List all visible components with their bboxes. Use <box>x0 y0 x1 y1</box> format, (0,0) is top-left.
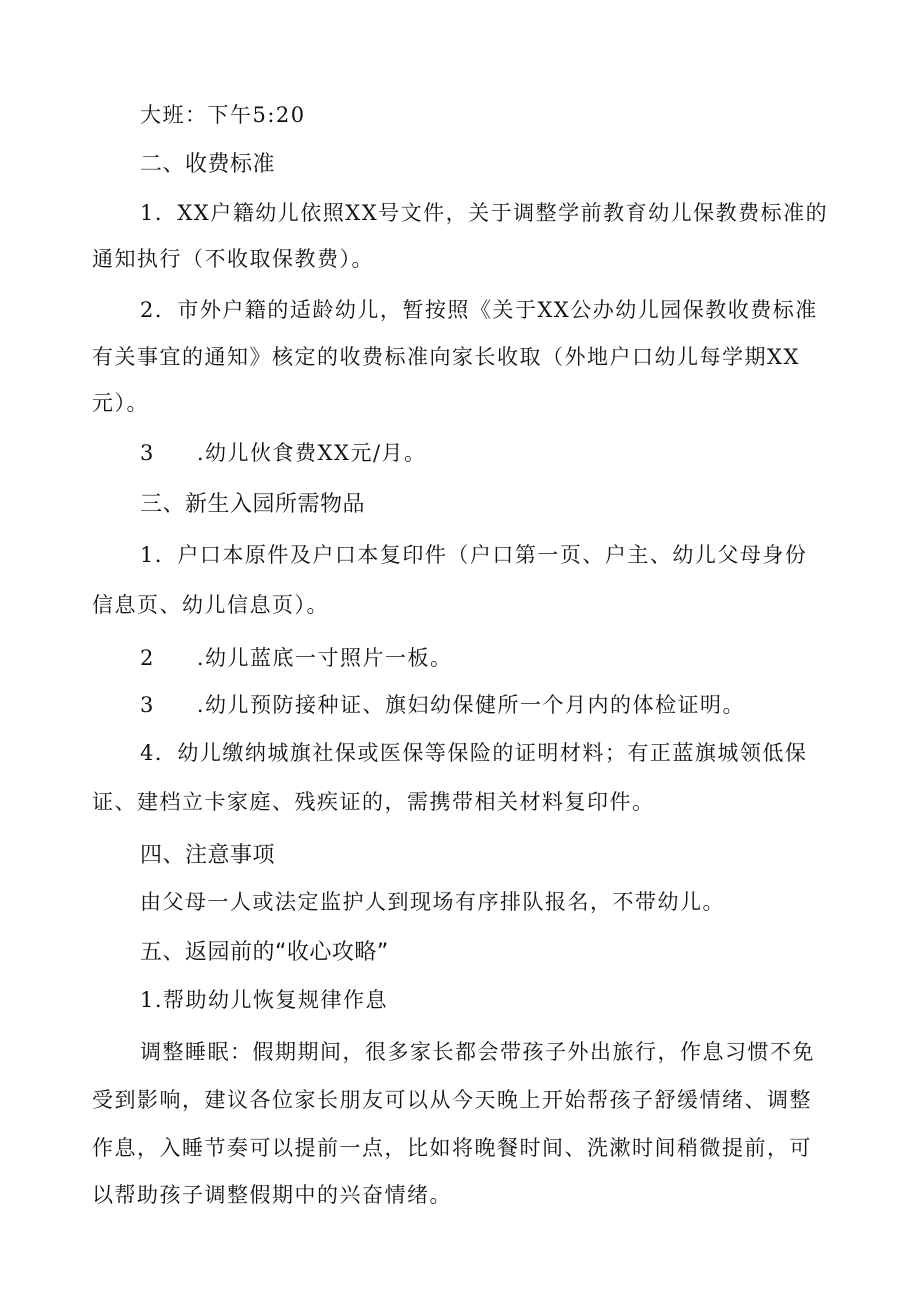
fee-item-2-line-3: 元）。 <box>92 391 149 415</box>
material-item-1-line-1: 1．户口本原件及户口本复印件（户口第一页、户主、幼儿父母身份 <box>140 543 808 567</box>
material-item-2 <box>140 643 453 673</box>
fee-item-1-line-2: 通知执行（不收取保教费）。 <box>92 247 374 271</box>
material-item-3-text: .幼儿预防接种证、旗妇幼保健所一个月内的体检证明。 <box>196 693 746 717</box>
fee-item-3 <box>140 438 427 468</box>
fee-item-1-line-1: 1．XX户籍幼儿依照XX号文件，关于调整学前教育幼儿保教费标准的 <box>140 201 829 225</box>
guide-paragraph-line-2: 受到影响，建议各位家长朋友可以从今天晚上开始帮孩子舒缓情绪、调整 <box>92 1088 812 1112</box>
section-heading-materials: 三、新生入园所需物品 <box>140 492 366 517</box>
material-item-4-line-2: 证、建档立卡家庭、残疾证的，需携带相关材料复印件。 <box>92 790 655 814</box>
section-heading-return-guide: 五、返园前的“收心攻略” <box>140 940 389 965</box>
fee-item-2-line-2: 有关事宜的通知》核定的收费标准向家长收取（外地户口幼儿每学期XX <box>92 345 800 369</box>
fee-item-3-number: 3 <box>140 441 155 465</box>
notes-text: 由父母一人或法定监护人到现场有序排队报名，不带幼儿。 <box>140 890 725 914</box>
guide-subheading-1: 1.帮助幼儿恢复规律作息 <box>140 988 389 1012</box>
guide-paragraph-line-3: 作息，入睡节奏可以提前一点，比如将晚餐时间、洗漱时间稍微提前，可 <box>92 1136 812 1160</box>
material-item-2-text: .幼儿蓝底一寸照片一板。 <box>196 646 453 670</box>
class-end-time: 大班：下午5:20 <box>140 103 306 127</box>
material-item-3 <box>140 690 745 720</box>
fee-item-3-text: .幼儿伙食费XX元/月。 <box>196 441 427 465</box>
guide-paragraph-line-4: 以帮助孩子调整假期中的兴奋情绪。 <box>92 1183 452 1207</box>
section-heading-notes: 四、注意事项 <box>140 843 276 868</box>
section-heading-fees: 二、收费标准 <box>140 152 276 177</box>
fee-item-2-line-1: 2．市外户籍的适龄幼儿，暂按照《关于XX公办幼儿园保教收费标准 <box>140 298 818 322</box>
guide-paragraph-line-1: 调整睡眠：假期期间，很多家长都会带孩子外出旅行，作息习惯不免 <box>140 1040 815 1064</box>
material-item-1-line-2: 信息页、幼儿信息页）。 <box>92 593 329 617</box>
material-item-4-line-1: 4．幼儿缴纳城旗社保或医保等保险的证明材料；有正蓝旗城领低保 <box>140 741 808 765</box>
material-item-2-number: 2 <box>140 646 155 670</box>
material-item-3-number: 3 <box>140 693 155 717</box>
